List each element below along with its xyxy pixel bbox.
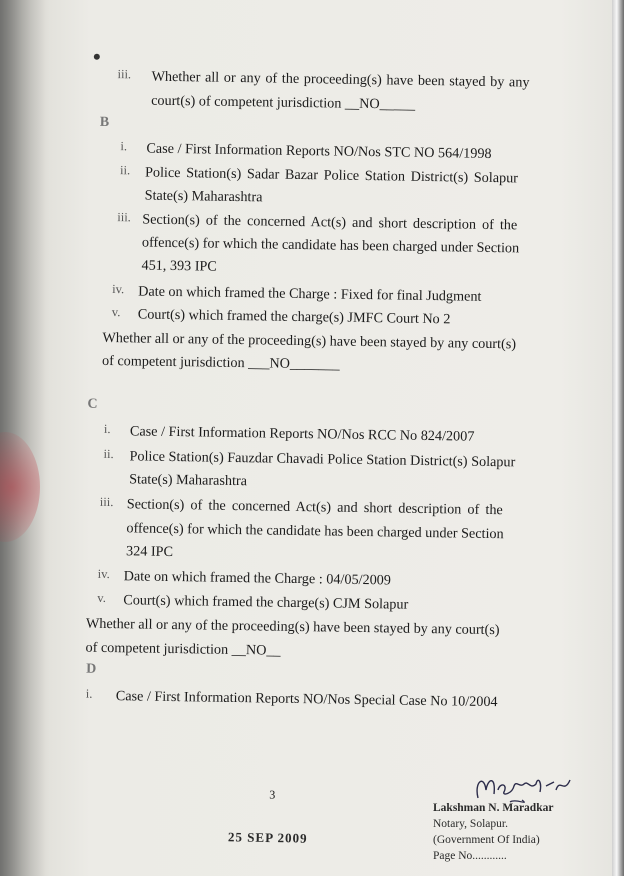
section-act-b-line2: offence(s) for which the candidate has been charged under Section — [141, 234, 520, 257]
case-fir-b: Case / First Information Reports NO/Nos STC NO 564/1998 — [146, 140, 492, 162]
stay-question-b-line1: Whether all or any of the proceeding(s) have been stayed by any court(s) — [102, 329, 517, 353]
item-number: ii. — [119, 163, 131, 178]
item-number: iv. — [112, 282, 125, 297]
stay-question-b-line2: of competent jurisdiction ___NO_______ — [101, 352, 340, 373]
case-fir-d: Case / First Information Reports NO/Nos Special Case No 10/2004 — [115, 688, 498, 711]
item-number: v. — [111, 305, 121, 320]
section-act-c-line3: 324 IPC — [125, 543, 174, 561]
notary-block — [433, 800, 553, 864]
item-number: i. — [85, 686, 93, 701]
notary-place: Notary, Solapur. — [433, 818, 508, 830]
section-letter-c: C — [87, 396, 98, 412]
charge-date-b: Date on which framed the Charge : Fixed for final Judgment — [138, 283, 482, 305]
case-fir-c: Case / First Information Reports NO/Nos RCC No 824/2007 — [129, 423, 475, 445]
item-number: iv. — [97, 566, 110, 582]
section-act-c-line2: offence(s) for which the candidate has been charged under Section — [126, 520, 504, 543]
item-number: iii. — [117, 210, 131, 225]
section-letter-d: D — [86, 661, 97, 677]
item-number: v. — [97, 590, 107, 605]
notary-page-no: Page No............ — [433, 850, 507, 862]
police-station-b-line1: Police Station(s) Sadar Bazar Police Station District(s) Solapur — [144, 164, 519, 187]
police-station-b-line2: State(s) Maharashtra — [144, 187, 263, 206]
section-letter-b: B — [99, 114, 110, 130]
section-act-b-line3: 451, 393 IPC — [141, 257, 217, 275]
stay-question-a-line2: court(s) of competent jurisdiction __NO_____ — [151, 92, 416, 113]
court-c: Court(s) which framed the charge(s) CJM Solapur — [123, 592, 409, 613]
item-number: ii. — [103, 446, 114, 462]
police-station-c-line2: State(s) Maharashtra — [129, 471, 248, 490]
notary-government: (Government Of India) — [433, 834, 540, 846]
notary-name: Lakshman N. Maradkar — [433, 802, 554, 814]
section-act-b-line1: Section(s) of the concerned Act(s) and short description of the — [142, 211, 518, 234]
page-number: 3 — [269, 787, 276, 802]
item-number: i. — [120, 139, 128, 154]
date-stamp: 25 SEP 2009 — [227, 829, 308, 846]
page-edge — [612, 0, 624, 876]
item-number: i. — [103, 421, 111, 437]
bullet-dot — [94, 54, 100, 60]
section-act-c-line1: Section(s) of the concerned Act(s) and short description of the — [126, 496, 503, 519]
charge-date-c: Date on which framed the Charge : 04/05/2009 — [123, 568, 392, 589]
court-b: Court(s) which framed the charge(s) JMFC Court No 2 — [137, 306, 451, 328]
stay-question-c-line2: of competent jurisdiction __NO__ — [85, 639, 281, 659]
stay-question-c-line1: Whether all or any of the proceeding(s) have been stayed by any court(s) — [85, 615, 500, 639]
stay-question-a-line1: Whether all or any of the proceeding(s) have been stayed by any — [151, 68, 530, 91]
item-number: iii. — [99, 494, 114, 510]
item-number: iii. — [117, 67, 132, 82]
police-station-c-line1: Police Station(s) Fauzdar Chavadi Police Station District(s) Solapur — [129, 448, 516, 471]
